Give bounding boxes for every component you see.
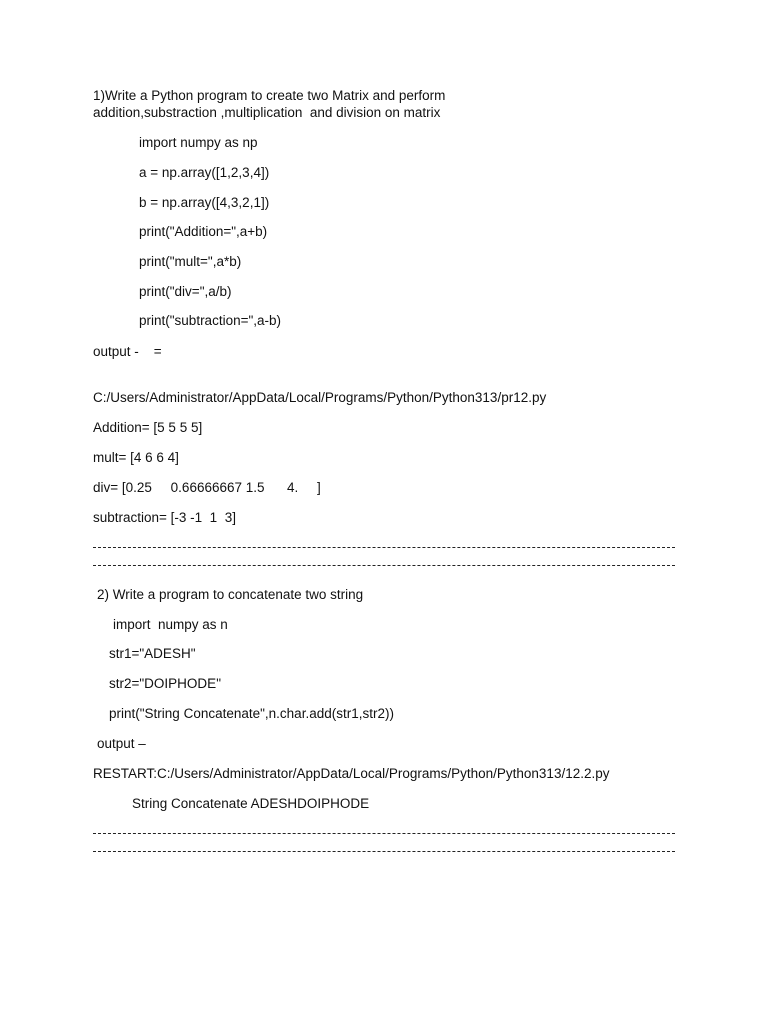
code-line: import numpy as n bbox=[113, 617, 228, 632]
code-line: import numpy as np bbox=[139, 135, 258, 150]
code-line: a = np.array([1,2,3,4]) bbox=[139, 165, 270, 180]
question-2-heading: 2) Write a program to concatenate two string bbox=[97, 587, 364, 602]
output-label: output – bbox=[97, 736, 146, 751]
question-1-heading-continued: addition,substraction ,multiplication and division on matrix bbox=[93, 105, 441, 120]
question-1-heading: 1)Write a Python program to create two Matrix and perform bbox=[93, 88, 446, 103]
output-result: div= [0.25 0.66666667 1.5 4. ] bbox=[93, 480, 321, 495]
output-path: RESTART:C:/Users/Administrator/AppData/Local/Programs/Python/Python313/12.2.py bbox=[93, 766, 610, 781]
dashed-divider bbox=[93, 565, 675, 566]
dashed-divider bbox=[93, 851, 675, 852]
code-line: print("Addition=",a+b) bbox=[139, 224, 268, 239]
dashed-divider bbox=[93, 833, 675, 834]
code-line: print("subtraction=",a-b) bbox=[139, 313, 282, 328]
output-path: C:/Users/Administrator/AppData/Local/Programs/Python/Python313/pr12.py bbox=[93, 390, 547, 405]
code-line: str2="DOIPHODE" bbox=[109, 676, 221, 691]
output-result: subtraction= [-3 -1 1 3] bbox=[93, 510, 236, 525]
code-line: print("String Concatenate",n.char.add(str1,str2)) bbox=[109, 706, 394, 721]
code-line: print("div=",a/b) bbox=[139, 284, 232, 299]
dashed-divider bbox=[93, 547, 675, 548]
code-line: print("mult=",a*b) bbox=[139, 254, 242, 269]
output-result: Addition= [5 5 5 5] bbox=[93, 420, 203, 435]
output-result: String Concatenate ADESHDOIPHODE bbox=[132, 796, 370, 811]
code-line: str1="ADESH" bbox=[109, 646, 196, 661]
output-label: output - = bbox=[93, 344, 162, 359]
code-line: b = np.array([4,3,2,1]) bbox=[139, 195, 270, 210]
output-result: mult= [4 6 6 4] bbox=[93, 450, 179, 465]
